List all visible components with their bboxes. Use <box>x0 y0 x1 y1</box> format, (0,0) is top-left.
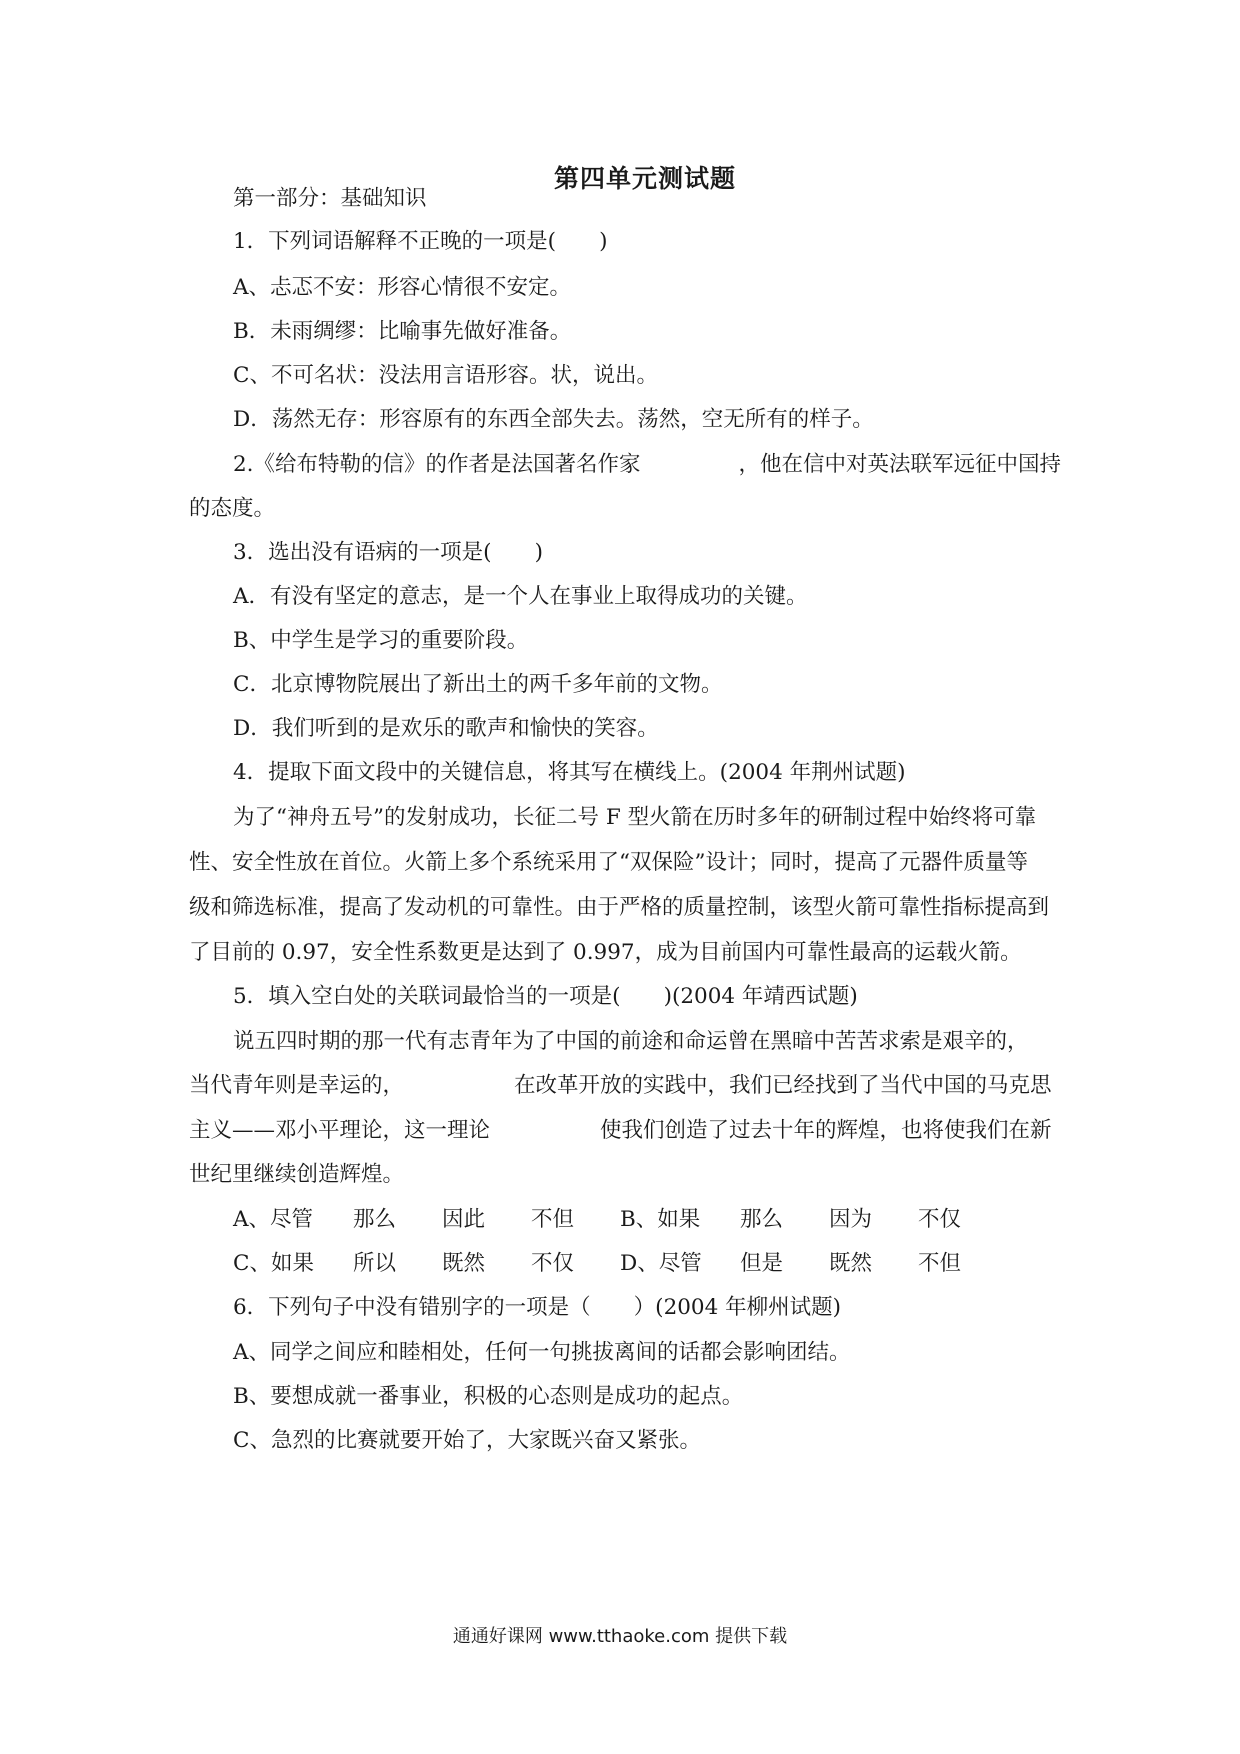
q5-text-3a: 主义——邓小平理论，这一理论 <box>189 1118 491 1143</box>
q3-option-b: B、中学生是学习的重要阶段。 <box>233 628 529 653</box>
q2-part-1: 2.《给布特勒的信》的作者是法国著名作家 <box>233 452 641 477</box>
q3-option-c: C．北京博物院展出了新出土的两千多年前的文物。 <box>233 672 723 697</box>
q5-opt-c-1: C、如果 <box>233 1251 314 1276</box>
q5-opt-c-3: 既然 <box>442 1251 486 1276</box>
q3-stem: 3．选出没有语病的一项是( ) <box>233 540 543 565</box>
q5-opt-a-1: A、尽管 <box>233 1207 314 1232</box>
q5-opt-d-2: 但是 <box>740 1251 784 1276</box>
q5-opt-a-4: 不但 <box>531 1207 575 1232</box>
q5-opt-b-2: 那么 <box>740 1207 784 1232</box>
section-heading: 第一部分：基础知识 <box>233 186 427 211</box>
q5-opt-c-2: 所以 <box>353 1251 397 1276</box>
q5-paragraph-line-2 <box>189 1071 1052 1101</box>
q4-paragraph-line-4: 了目前的 0.97，安全性系数更是达到了 0.997，成为目前国内可靠性最高的运载火箭。 <box>189 940 1022 965</box>
q6-option-a: A、同学之间应和睦相处，任何一句挑拔离间的话都会影响团结。 <box>233 1340 851 1365</box>
q4-paragraph-line-2: 性、安全性放在首位。火箭上多个系统采用了“双保险”设计；同时，提高了元器件质量等 <box>189 850 1028 875</box>
q5-opt-a-2: 那么 <box>353 1207 397 1232</box>
q2-part-2: ，他在信中对英法联军远征中国持 <box>738 452 1062 477</box>
q1-option-d: D．荡然无存：形容原有的东西全部失去。荡然，空无所有的样子。 <box>233 407 874 432</box>
q5-opt-b-4: 不仅 <box>918 1207 962 1232</box>
q1-option-b: B．未雨绸缪：比喻事先做好准备。 <box>233 319 572 344</box>
q5-stem: 5．填入空白处的关联词最恰当的一项是( )(2004 年靖西试题) <box>233 984 858 1009</box>
q5-paragraph-line-4: 世纪里继续创造辉煌。 <box>189 1162 405 1187</box>
q5-opt-c-4: 不仅 <box>531 1251 575 1276</box>
q1-option-c: C、不可名状：没法用言语形容。状，说出。 <box>233 363 658 388</box>
q3-option-a: A．有没有坚定的意志，是一个人在事业上取得成功的关键。 <box>233 584 808 609</box>
q4-paragraph-line-1: 为了“神舟五号”的发射成功，长征二号 F 型火箭在历时多年的研制过程中始终将可靠 <box>233 805 1037 830</box>
q4-stem: 4．提取下面文段中的关键信息，将其写在横线上。(2004 年荆州试题) <box>233 760 906 785</box>
q3-option-d: D．我们听到的是欢乐的歌声和愉快的笑容。 <box>233 716 659 741</box>
q5-text-2a: 当代青年则是幸运的， <box>189 1073 405 1098</box>
q2-line-1 <box>233 450 1061 480</box>
q1-option-a: A、忐忑不安：形容心情很不安定。 <box>233 275 572 300</box>
q6-option-b: B、要想成就一番事业，积极的心态则是成功的起点。 <box>233 1384 744 1409</box>
q5-text-3b: 使我们创造了过去十年的辉煌，也将使我们在新 <box>600 1118 1052 1143</box>
page-title: 第四单元测试题 <box>553 164 736 193</box>
q4-paragraph-line-3: 级和筛选标准，提高了发动机的可靠性。由于严格的质量控制，该型火箭可靠性指标提高到 <box>189 895 1050 920</box>
q1-stem: 1．下列词语解释不正晚的一项是( ) <box>233 229 608 254</box>
q2-part-3: 的态度。 <box>189 496 276 521</box>
q5-opt-d-3: 既然 <box>829 1251 873 1276</box>
page-footer: 通通好课网 www.tthaoke.com 提供下载 <box>452 1626 788 1647</box>
q5-opt-d-4: 不但 <box>918 1251 962 1276</box>
q5-opt-b-3: 因为 <box>829 1207 873 1232</box>
q5-paragraph-line-3 <box>189 1116 1052 1146</box>
q6-stem: 6．下列句子中没有错别字的一项是（ ）(2004 年柳州试题) <box>233 1295 842 1320</box>
q5-opt-b-1: B、如果 <box>620 1207 701 1232</box>
q5-text-2b: 在改革开放的实践中，我们已经找到了当代中国的马克思 <box>514 1073 1052 1098</box>
q5-opt-a-3: 因此 <box>442 1207 486 1232</box>
q6-option-c: C、急烈的比赛就要开始了，大家既兴奋又紧张。 <box>233 1428 701 1453</box>
q5-paragraph-line-1: 说五四时期的那一代有志青年为了中国的前途和命运曾在黑暗中苦苦求索是艰辛的， <box>233 1029 1029 1054</box>
q5-opt-d-1: D、尽管 <box>620 1251 702 1276</box>
